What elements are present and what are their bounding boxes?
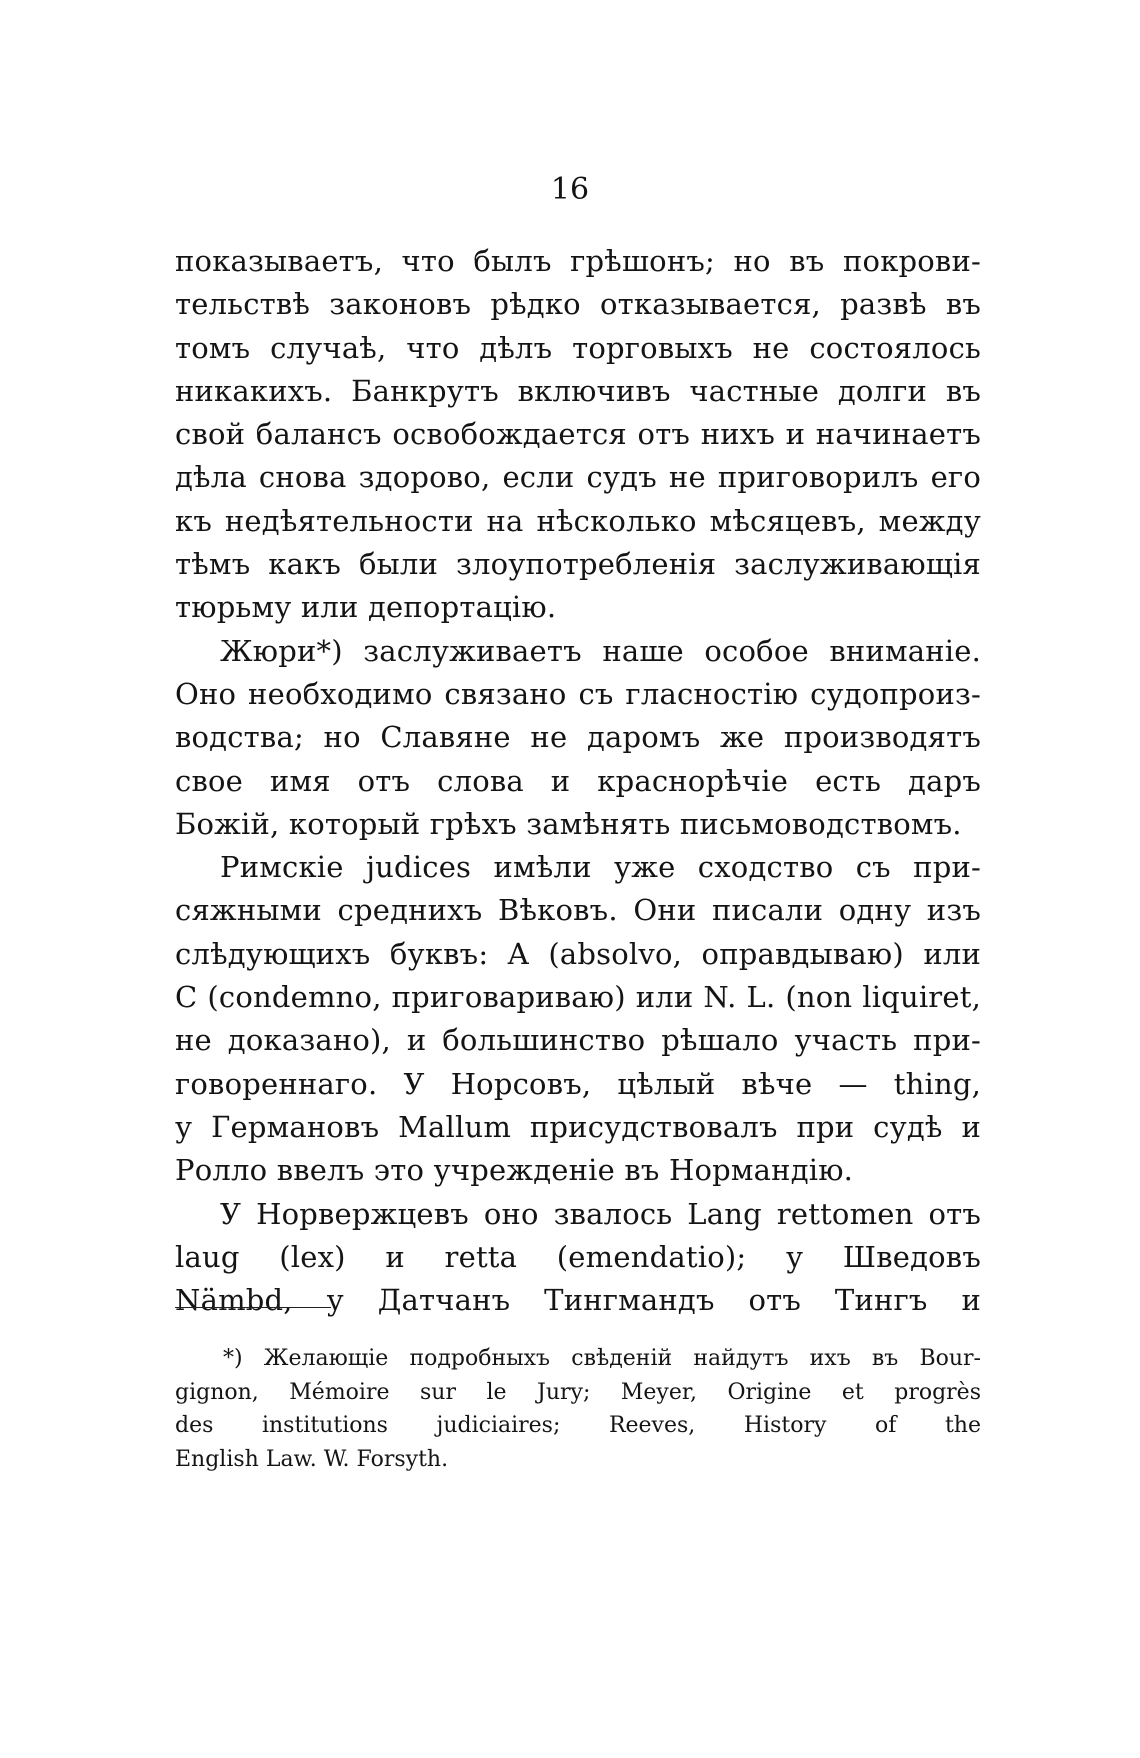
text-line: Nämbd, у Датчанъ Тингмандъ отъ Тингъ и	[175, 1283, 981, 1318]
text-line: говореннаго. У Норсовъ, цѣлый вѣче — thing,	[175, 1066, 981, 1101]
footnote-line: gignon, Mémoire sur le Jury; Meyer, Origine et progrès	[175, 1379, 981, 1405]
text-line: тѣмъ какъ были злоупотребленія заслуживающія	[175, 547, 981, 582]
text-line: laug (lex) и retta (emendatio); у Шведовъ	[175, 1239, 981, 1274]
text-line: Оно необходимо связано съ гласностію судопроиз-	[175, 676, 981, 711]
text-line: Ролло ввелъ это учрежденіе въ Нормандію.	[175, 1153, 854, 1188]
text-line: сяжными среднихъ Вѣковъ. Они писали одну изъ	[175, 893, 981, 928]
text-line: Римскіе judices имѣли уже сходство съ при-	[220, 850, 981, 885]
text-line: Жюри*) заслуживаетъ наше особое вниманіе.	[220, 633, 981, 668]
text-line: свой балансъ освобождается отъ нихъ и начинаетъ	[175, 417, 981, 452]
text-line: томъ случаѣ, что дѣлъ торговыхъ не состоялось	[175, 330, 981, 365]
text-line: C (condemno, приговариваю) или N. L. (non liquiret,	[175, 980, 981, 1015]
footnote-line: des institutions judiciaires; Reeves, History of the	[175, 1413, 981, 1438]
text-line: слѣдующихъ буквъ: A (absolvo, оправдываю) или	[175, 936, 981, 971]
text-line: Божій, который грѣхъ замѣнять письмоводствомъ.	[175, 806, 962, 841]
text-line: дѣла снова здорово, если судъ не приговорилъ его	[175, 460, 981, 495]
text-line: водства; но Славяне не даромъ же производятъ	[175, 720, 981, 755]
text-line: У Норвержцевъ оно звалось Lang rettomen отъ	[220, 1196, 981, 1231]
footnote-divider	[175, 1307, 331, 1308]
footnote	[175, 1342, 981, 1476]
text-line: тельствѣ законовъ рѣдко отказывается, развѣ въ	[175, 287, 981, 322]
text-line: свое имя отъ слова и краснорѣчіе есть даръ	[175, 763, 981, 798]
page-number: 16	[550, 172, 590, 207]
text-line: тюрьму или депортацію.	[175, 590, 557, 625]
text-line: показываетъ, что былъ грѣшонъ; но въ покрови-	[175, 244, 981, 278]
text-line: никакихъ. Банкрутъ включивъ частные долги въ	[175, 373, 981, 408]
text-line: не доказано), и большинство рѣшало участь при-	[175, 1023, 981, 1058]
text-line: у Германовъ Mallum присудствовалъ при судѣ и	[175, 1109, 981, 1144]
footnote-line: English Law. W. Forsyth.	[175, 1446, 449, 1472]
text-line: къ недѣятельности на нѣсколько мѣсяцевъ, между	[175, 503, 981, 538]
body-text	[175, 240, 981, 1322]
footnote-line: *) Желающіе подробныхъ свѣденій найдутъ ихъ въ Bour-	[223, 1346, 981, 1371]
